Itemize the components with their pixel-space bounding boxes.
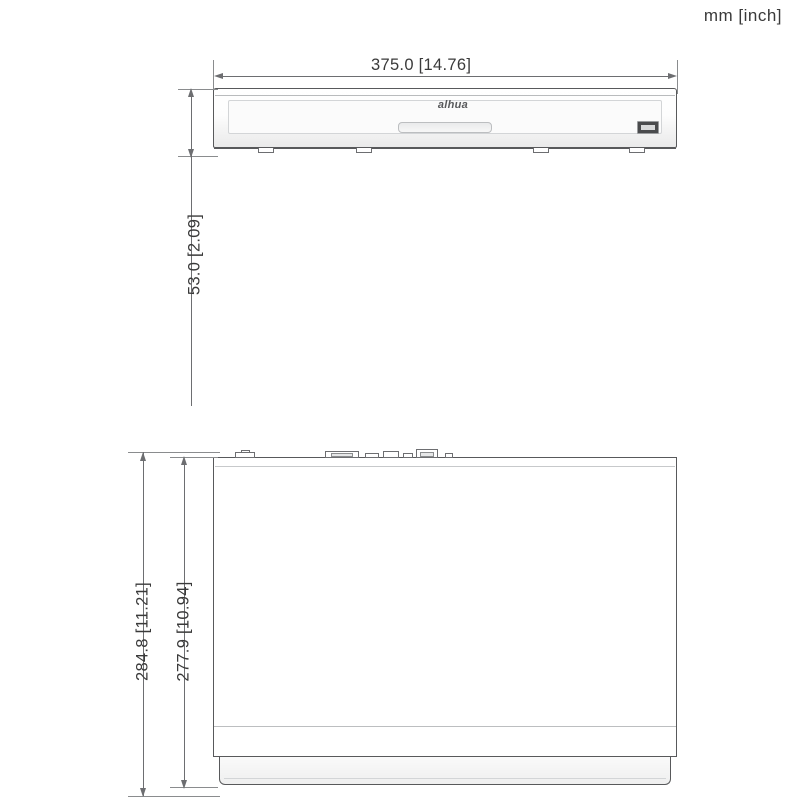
rear-port-power-pin: [241, 450, 250, 453]
rear-port-hdmi: [383, 451, 399, 458]
rear-port-lan: [445, 453, 453, 458]
front-height-dimension-text: 53.0 [2.09]: [185, 213, 204, 296]
rear-port-vga-inner: [420, 452, 434, 457]
front-top-edge-line: [215, 95, 675, 96]
front-chassis: [213, 88, 677, 148]
front-height-extension-top: [178, 89, 218, 90]
front-width-dimension-text: 375.0 [14.76]: [371, 56, 472, 74]
front-foot-midleft: [356, 148, 372, 153]
front-foot-midright: [533, 148, 549, 153]
top-inner-extension-top: [170, 457, 218, 458]
top-outer-arrow-up-icon: [140, 452, 146, 461]
front-height-arrow-down-icon: [188, 149, 194, 158]
top-inner-extension-bottom: [170, 787, 218, 788]
brand-logo: alhua: [437, 99, 469, 111]
front-width-arrow-left-icon: [214, 73, 223, 79]
rear-port-usb: [403, 453, 413, 458]
top-outer-arrow-down-icon: [140, 788, 146, 797]
top-inner-dimension-text: 277.9 [10.94]: [174, 581, 193, 682]
front-width-arrow-right-icon: [668, 73, 677, 79]
unit-note: mm [inch]: [703, 6, 782, 25]
top-inner-arrow-up-icon: [181, 456, 187, 465]
front-foot-right: [629, 148, 645, 153]
rear-port-fan-grille: [331, 453, 353, 457]
rear-port-audio: [365, 453, 379, 458]
front-usb-port-icon: [637, 121, 659, 134]
top-front-bezel-line: [224, 778, 666, 779]
top-view: [213, 452, 677, 792]
front-base-line: [214, 148, 676, 149]
top-rear-inner-line: [215, 466, 675, 467]
top-chassis: [213, 457, 677, 757]
front-width-extension-right: [677, 60, 678, 94]
top-outer-dimension-text: 284.8 [11.21]: [133, 582, 152, 682]
front-view: [213, 88, 677, 156]
front-foot-left: [258, 148, 274, 153]
front-width-dimension-line: [222, 76, 668, 77]
top-front-bezel: [219, 757, 671, 785]
front-disc-slot: [398, 122, 492, 133]
front-height-arrow-up-icon: [188, 88, 194, 97]
top-front-inner-line: [214, 726, 676, 727]
front-height-extension-bottom: [178, 156, 218, 157]
top-inner-arrow-down-icon: [181, 780, 187, 789]
